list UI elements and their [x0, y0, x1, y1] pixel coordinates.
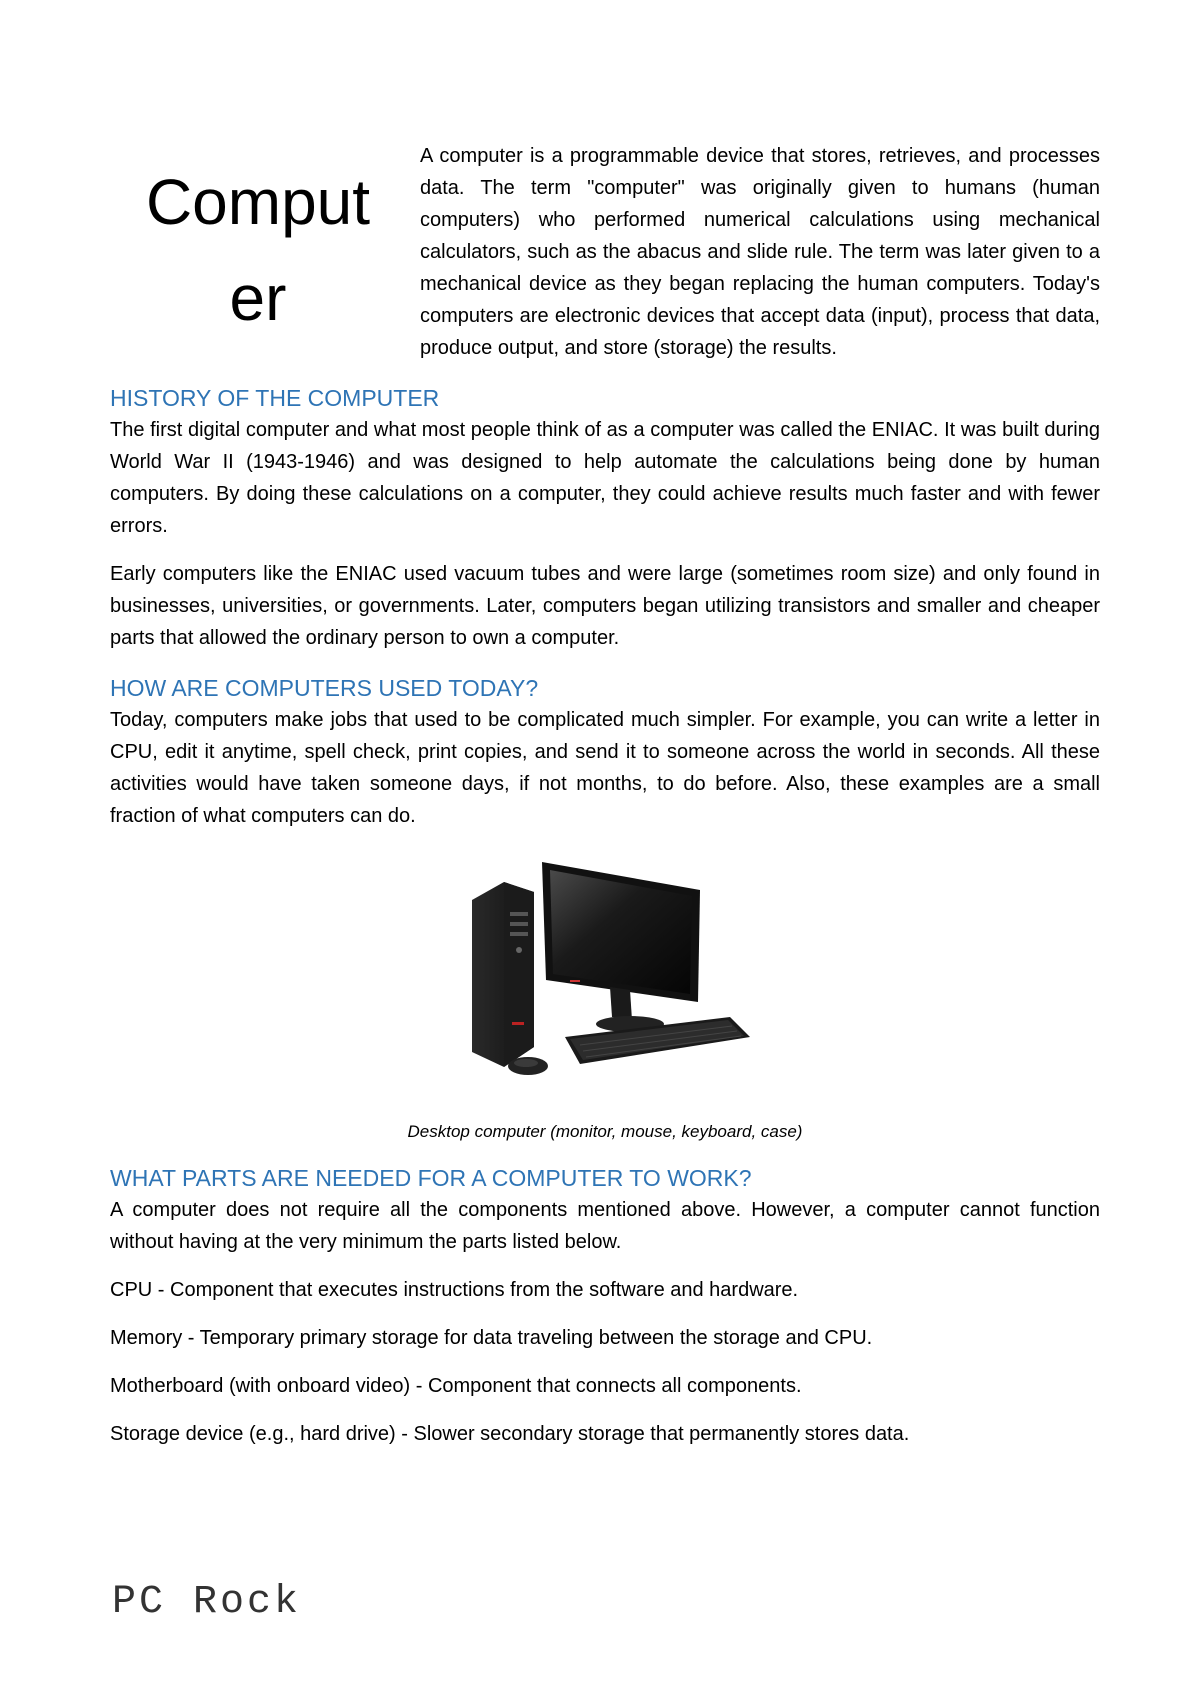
usage-paragraph-1: Today, computers make jobs that used to be complicated much simpler. For example, you can write a letter in CPU, edit it anytime, spell check, print copies, and send it to someone across the world in seconds. All these activities would have taken someone days, if not months, to do before. Also, these examples are a small fraction of what computers can do.	[110, 709, 1100, 827]
usage-heading: HOW ARE COMPUTERS USED TODAY?	[110, 675, 539, 701]
mouse	[508, 1057, 548, 1075]
footer-logo: PC Rock	[112, 1580, 302, 1625]
part-item-storage: Storage device (e.g., hard drive) - Slower secondary storage that permanently stores data.	[110, 1423, 910, 1445]
part-item-memory: Memory - Temporary primary storage for data traveling between the storage and CPU.	[110, 1327, 873, 1349]
parts-heading: WHAT PARTS ARE NEEDED FOR A COMPUTER TO WORK?	[110, 1165, 752, 1191]
tower-case	[472, 882, 534, 1067]
parts-intro: A computer does not require all the components mentioned above. However, a computer cannot function without having at the very minimum the parts listed below.	[110, 1199, 1100, 1253]
desktop-computer-figure	[110, 852, 1100, 1144]
part-item-motherboard: Motherboard (with onboard video) - Component that connects all components.	[110, 1375, 802, 1397]
document-page	[110, 140, 1100, 1466]
history-paragraph-2: Early computers like the ENIAC used vacuum tubes and were large (sometimes room size) and only found in businesses, universities, or governments. Later, computers began utilizing transistors and smaller and cheaper parts that allowed the ordinary person to own a computer.	[110, 563, 1100, 649]
title-line-1: Comput	[145, 166, 371, 238]
part-item-cpu: CPU - Component that executes instructions from the software and hardware.	[110, 1279, 799, 1301]
title-line-2: er	[229, 262, 287, 334]
figure-caption: Desktop computer (monitor, mouse, keyboard, case)	[407, 1122, 803, 1141]
history-heading: HISTORY OF THE COMPUTER	[110, 385, 440, 411]
history-paragraph-1: The first digital computer and what most people think of as a computer was called the ENIAC. It was built during World War II (1943-1946) and was designed to help automate the calculations being done by human computers. By doing these calculations on a computer, they could achieve results much faster and with fewer errors.	[110, 419, 1100, 537]
monitor	[542, 862, 700, 1032]
document-title	[110, 154, 406, 346]
desktop-computer-image	[460, 852, 750, 1092]
intro-paragraph: A computer is a programmable device that stores, retrieves, and processes data. The term "computer" was originally given to humans (human computers) who performed numerical calculations using mechanical calculators, such as the abacus and slide rule. The term was later given to a mechanical device as they began replacing the human computers. Today's computers are electronic devices that accept data (input), process that data, produce output, and store (storage) the results.	[420, 145, 1100, 359]
